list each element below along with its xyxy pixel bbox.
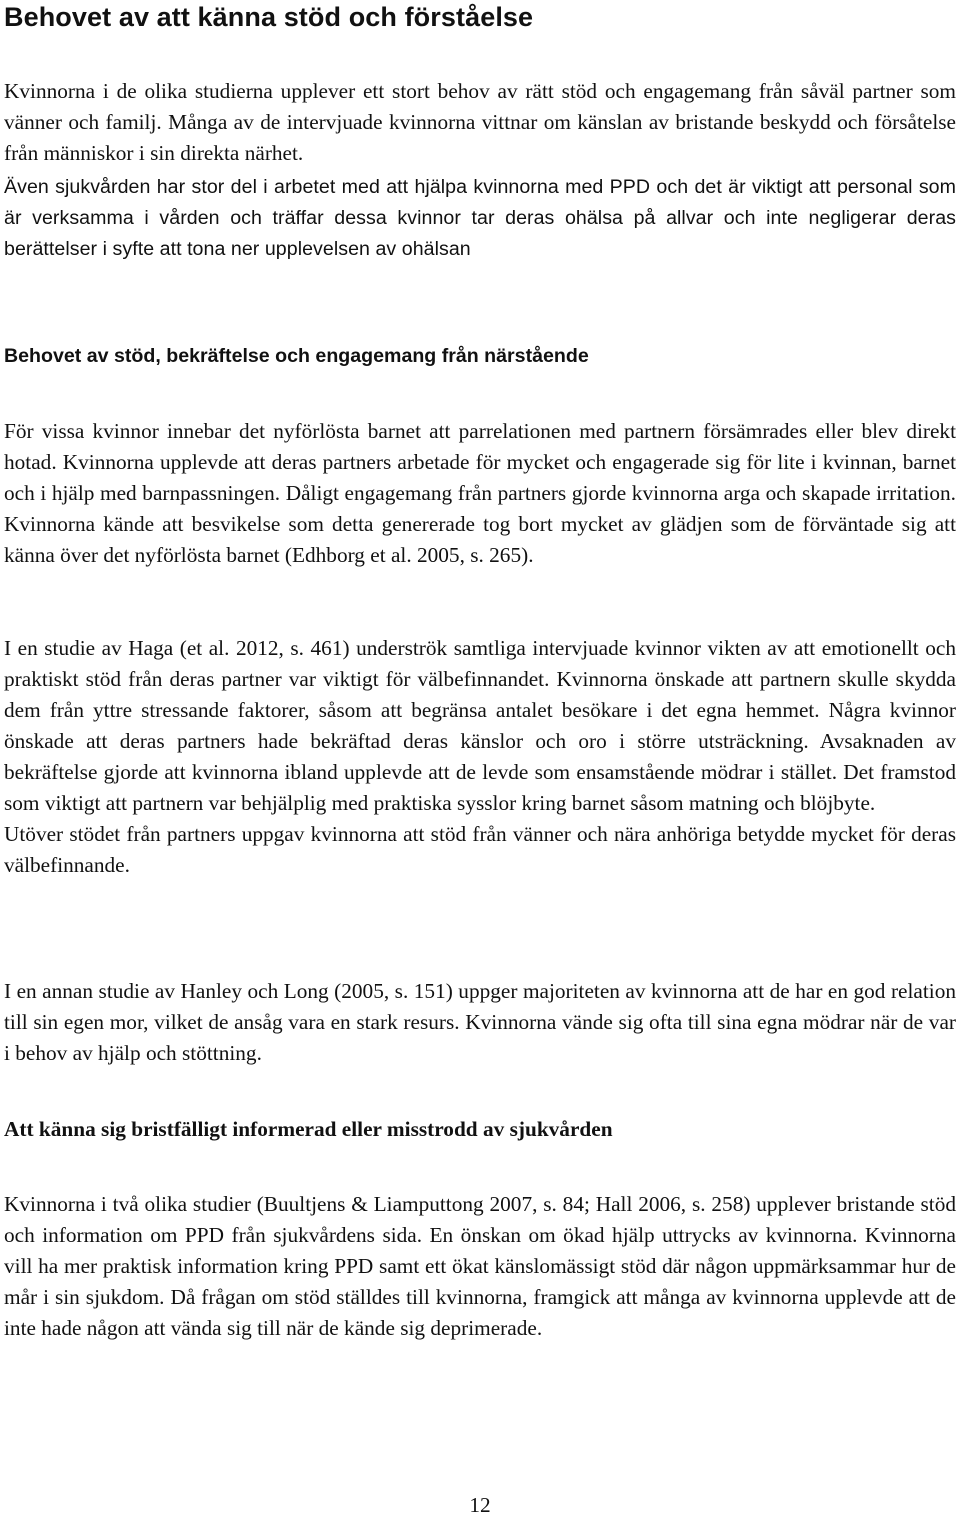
- paragraph-healthcare-support: Kvinnorna i två olika studier (Buultjens & Liamputtong 2007, s. 84; Hall 2006, s. 258) upplever bristande stöd och information om PPD från sjukvårdens sida. En önskan om ökad hjälp uttrycks av kvinnorna. Kvinnorna vill ha mer praktisk information kring PPD samt ett ökat känslomässigt stöd där någon uppmärksammar hur de mår i sin sjukdom. Då frågan om stöd ställdes till kvinnorna, framgick att många av kvinnorna upplevde att de inte hade någon att vända sig till när de kände sig deprimerade.: [4, 1192, 956, 1340]
- section-heading: Behovet av att känna stöd och förståelse: [4, 2, 534, 32]
- paragraph-intro-part-2: Även sjukvården har stor del i arbetet med att hjälpa kvinnorna med PPD och det är viktigt att personal som är verksamma i vården och träffar dessa kvinnor tar deras ohälsa på allvar och inte negligerar deras berättelser i syfte att tona ner upplevelsen av ohälsan: [4, 176, 956, 260]
- paragraph-intro-part-1: Kvinnorna i de olika studierna upplever ett stort behov av rätt stöd och engagemang från såväl partner som vänner och familj. Många av de intervjuade kvinnorna vittnar om känslan av bristande beskydd och försåtelse från människor i sin direkta närhet.: [4, 79, 956, 165]
- paragraph-healthcare-wrap: [4, 1189, 956, 1344]
- subsection-heading-information: Att känna sig bristfälligt informerad eller misstrodd av sjukvården: [4, 1117, 613, 1141]
- subsection-heading-1-wrap: [4, 341, 956, 372]
- intro-paragraph-continued: [4, 172, 956, 265]
- subsection-heading-support: Behovet av stöd, bekräftelse och engagemang från närstående: [4, 345, 589, 367]
- paragraph-partner-engagement: För vissa kvinnor innebar det nyförlösta barnet att parrelationen med partnern försämrades eller blev direkt hotad. Kvinnorna upplevde att deras partners arbetade för mycket och engagerade sig för lite i kvinnan, barnet och i hjälp med barnpassningen. Dåligt engagemang från partners gjorde kvinnorna arga och skapade irritation. Kvinnorna kände att besvikelse som detta genererade tog bort mycket av glädjen som de förväntade sig att känna över det nyförlösta barnet (Edhborg et al. 2005, s. 265).: [4, 419, 956, 567]
- paragraph-haga-wrap: [4, 633, 956, 881]
- paragraph-friends-family: Utöver stödet från partners uppgav kvinnorna att stöd från vänner och nära anhöriga betydde mycket för deras välbefinnande.: [4, 822, 956, 877]
- subsection-heading-2-wrap: [4, 1114, 956, 1145]
- paragraph-haga-study: I en studie av Haga (et al. 2012, s. 461) underströk samtliga intervjuade kvinnor vikten av att emotionellt och praktiskt stöd från deras partner var viktigt för välbefinnandet. Kvinnorna önskade att partnern skulle skydda dem från yttre stressande faktorer, såsom att begränsa antalet besökare i det egna hemmet. Några kvinnor önskade att deras partners hade bekräftad deras känslor och oro i större utsträckning. Avsaknaden av bekräftelse gjorde att kvinnorna ibland upplevde att de levde som ensamstående mödrar i stället. Det framstod som viktigt att partnern var behjälplig med praktiska sysslor kring barnet såsom matning och blöjbyte.: [4, 636, 956, 815]
- paragraph-hanley-long-study: I en annan studie av Hanley och Long (2005, s. 151) uppger majoriteten av kvinnorna att de har en god relation till sin egen mor, vilket de ansåg vara en stark resurs. Kvinnorna vände sig ofta till sina egna mödrar när de var i behov av hjälp och stöttning.: [4, 979, 956, 1065]
- paragraph-partner-engagement-wrap: [4, 416, 956, 571]
- page-number: 12: [469, 1493, 491, 1517]
- paragraph-hanley-wrap: [4, 976, 956, 1069]
- intro-paragraph: [4, 76, 956, 169]
